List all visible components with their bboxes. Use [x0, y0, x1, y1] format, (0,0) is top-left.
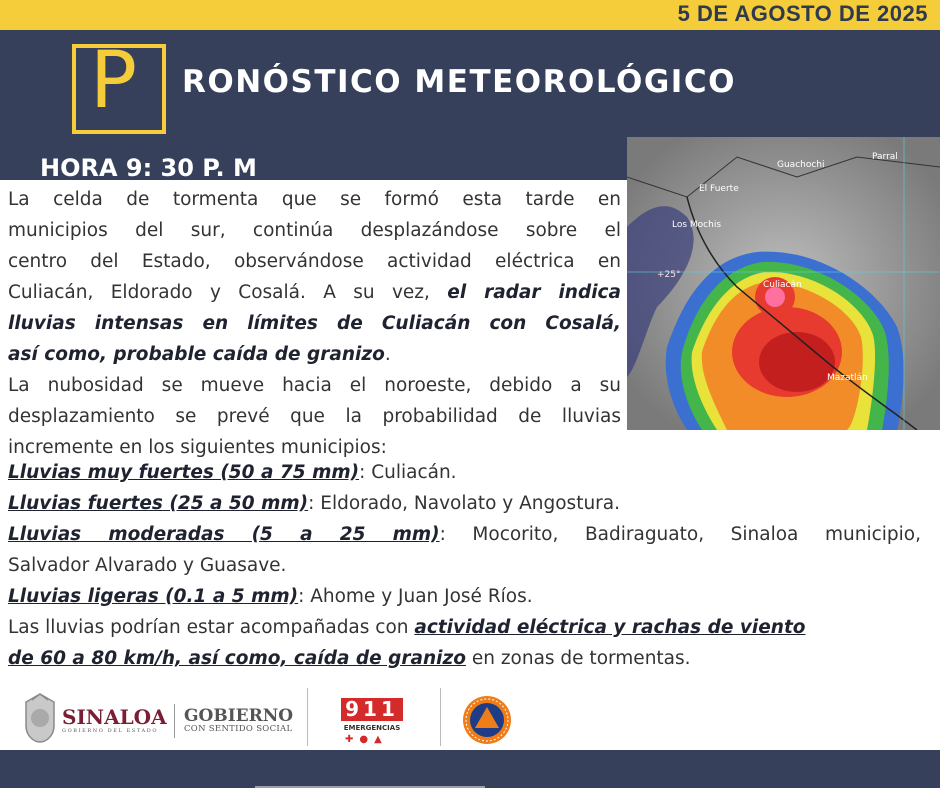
body-text: Culiacán, Eldorado y Cosalá. A su vez,	[8, 282, 448, 303]
report-date: 5 DE AGOSTO DE 2025	[677, 1, 928, 26]
emergency-911-logo: 911	[341, 698, 403, 721]
closing-line	[8, 643, 933, 674]
logo-divider	[440, 688, 441, 746]
body-line: La nubosidad se mueve hacia el noroeste, debido a su	[8, 375, 621, 396]
emergency-logo-subtext: EMERGENCIAS	[343, 724, 401, 732]
body-emphasis-line: lluvias intensas en límites de Culiacán con Cosalá,	[8, 313, 621, 334]
forecast-label: Lluvias ligeras (0.1 a 5 mm)	[8, 586, 299, 607]
body-line: centro del Estado, observándose actividad eléctrica en	[8, 251, 621, 272]
forecast-text: : Culiacán.	[359, 462, 457, 483]
title-initial: P	[90, 36, 138, 126]
body-emphasis: así como, probable caída de granizo	[8, 344, 385, 365]
closing-line	[8, 612, 933, 643]
body-line: incremente en los siguientes municipios:	[8, 437, 387, 458]
sinaloa-logo-subtext: GOBIERNO DEL ESTADO	[62, 728, 159, 734]
body-line	[8, 277, 621, 308]
forecast-label: Lluvias moderadas (5 a 25 mm)	[8, 524, 440, 545]
forecast-item	[8, 457, 933, 488]
civil-protection-icon	[462, 695, 512, 745]
closing-emphasis: de 60 a 80 km/h, así como, caída de granizo	[8, 648, 466, 669]
forecast-item	[8, 488, 933, 519]
body-line: La celda de tormenta que se formó esta tarde en	[8, 189, 621, 210]
radar-label-mazatlan: Mazatlán	[827, 373, 868, 383]
radar-label-guachochi: Guachochi	[777, 160, 825, 170]
closing-text: Las lluvias podrían estar acompañadas con	[8, 617, 415, 638]
body-line: municipios del sur, continúa desplazándose sobre el	[8, 220, 621, 241]
forecast-text: : Eldorado, Navolato y Angostura.	[308, 493, 620, 514]
radar-label-parral: Parral	[872, 152, 898, 162]
closing-text: en zonas de tormentas.	[465, 648, 691, 669]
forecast-text: : Ahome y Juan José Ríos.	[298, 586, 533, 607]
body-line	[8, 339, 621, 370]
body-emphasis: el radar indica	[447, 282, 622, 303]
sinaloa-logo-text: SINALOA	[62, 705, 167, 729]
emergency-services-icons: ✚●▲	[345, 734, 388, 745]
body-text: .	[384, 344, 391, 365]
title-initial-box	[72, 36, 166, 134]
forecast-text: : Mocorito, Badiraguato, Sinaloa municipio,	[439, 524, 921, 545]
forecast-label: Lluvias fuertes (25 a 50 mm)	[8, 493, 309, 514]
top-banner	[0, 0, 940, 30]
report-time: HORA 9: 30 P. M	[40, 154, 257, 182]
page-title: RONÓSTICO METEOROLÓGICO	[182, 64, 736, 100]
logo-divider	[174, 704, 175, 738]
state-seal-icon	[22, 692, 58, 744]
radar-label-culiacan: Culiacán	[763, 280, 802, 290]
forecast-item	[8, 581, 933, 612]
radar-label-el-fuerte: El Fuerte	[699, 184, 739, 194]
gobierno-logo-text: GOBIERNO	[184, 706, 294, 726]
radar-image	[627, 137, 940, 430]
forecast-text-cont: Salvador Alvarado y Guasave.	[8, 555, 287, 576]
gobierno-logo-subtext: CON SENTIDO SOCIAL	[184, 724, 293, 734]
logo-strip	[0, 686, 940, 748]
radar-label-temp: +25°	[657, 270, 681, 280]
body-line: desplazamiento se prevé que la probabilidad de lluvias	[8, 406, 621, 427]
logo-divider	[307, 688, 308, 746]
forecast-label: Lluvias muy fuertes (50 a 75 mm)	[8, 462, 360, 483]
forecast-item	[8, 519, 921, 550]
footer-bar	[0, 750, 940, 788]
closing-emphasis: actividad eléctrica y rachas de viento	[414, 617, 806, 638]
radar-label-los-mochis: Los Mochis	[672, 220, 722, 230]
